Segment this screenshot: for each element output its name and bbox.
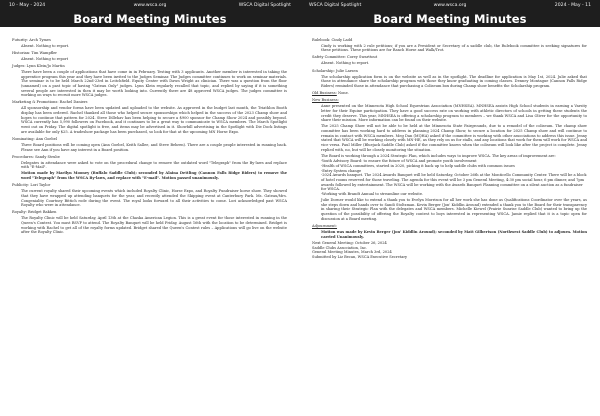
- futurity-note: Absent. Nothing to report.: [21, 43, 70, 48]
- footer-line: General Meeting Minutes, March 3rd, 2024: [312, 250, 392, 255]
- meeting-footer: [312, 241, 587, 260]
- royalty-report: The Royalty Clinic will be held Saturday, April 13th at the Chaska American Legion. This is a great event for those interested in running in the Queen's Contest. You must RSVP to attend. The Royalty Banquet will be held Friday, August 16th with the location to be determined. Bridget is working with Rachel to get all of the royalty forms updated. Bridget shared the Queen's Contest rules – Applications will go live on the website after the Royalty Clinic.: [21, 216, 287, 235]
- royalty-heading: Royalty: Bridget Bakken: [12, 210, 57, 215]
- adjournment-motion: Motion was made by Kevin Berger (Jon' Kiddlin Around); seconded by Matt Gilbertson (Northwest Saddle Club) to adjourn. Motion carried Unanimously.: [321, 229, 587, 239]
- page-title: Board Meeting Minutes: [73, 12, 227, 26]
- scholarship-heading: Scholarship: Julie Larsen: [312, 68, 358, 73]
- header-site-link[interactable]: www.wsca.org: [133, 3, 167, 8]
- safety-heading: Safety Committee: Corey Swarttout: [312, 55, 378, 60]
- header-bar-left: [0, 0, 300, 27]
- new-business-paragraph: The Board is working through a 2024 Strategic Plan, which includes ways to improve WSCA. The key areas of improvement are:: [321, 153, 556, 158]
- historian-heading: Historian: Tim Wampfler: [12, 50, 57, 55]
- procedures-report: Delegates in attendance were asked to vote on the procedural change to remove the outdated word "Telegraph" from the By-laws and replace with "E-Mail".: [21, 160, 287, 170]
- header-date: 10 - May - 2024: [9, 3, 46, 8]
- publicity-report: The current royalty shared their upcoming events which included Royalty Clinic, Horse Expo, and Royalty Fundraiser horse show. They showed that they have wrapped up attending banquets for the year, and recently attended the Skipping event at Canterbury Park. Ms. Gateau/Mrs. Congeniality Courtney Bittich rode during the event. The royal looks forward to all their activities to come. Lori acknowledged past WSCA Royalty who were in attendance.: [21, 189, 287, 208]
- page-title-right: Board Meeting Minutes: [373, 12, 527, 26]
- futurity-heading: Futurity: Arch Tymes: [12, 37, 51, 42]
- header-date-right: 2024 - May - 11: [554, 3, 591, 8]
- header-publication: WSCA Digital Spotlight: [238, 3, 291, 8]
- list-item: -Health of WSCA committees, started in 2020, picking it back up to help saddle clubs with common issues: [321, 164, 515, 169]
- nominating-report: Three Board positions will be coming open (Ann Goebel, Keith Sallee, and Steve Behren). There are a couple people interested in running back. Please see Ann if you have any interest in a Board position.: [21, 142, 287, 152]
- header-bar-right: [300, 0, 600, 27]
- nominating-heading: Nominating: Ann Goebel: [12, 136, 57, 141]
- new-business-paragraph: The 2025 Champ Show will not be able to be held at the Minnesota State Fairgrounds, due to a remodel of the coliseum. The champ show committee has been working hard to address in planning 2024 Champ Show, to secure a location for 2025 Champ show and will continue to remain in contact with WSCA members. Meg Dan (MQHA) asked if the committee is working with other associations to address this issue. Jenny stated that WSCA will be working closely with MN-HE, as they rely on us for stalls, and any locations that work for them will work for WSCA and vice versa. Paul Miller (Bluejack Saddle Club) asked if the committee knows when the coliseum will look like after the project is complete. Jenny replied with, no, but will be closely monitoring the situation.: [321, 124, 587, 152]
- new-business-paragraph: Anne presented on the Minnesota High School Equestrian Association (MNHSEA). MNHSEA assists High School students in earning a Varsity letter for their Equine participation. They have a good success rate on working with athletic directors of schools in getting these students the credit they deserve. This year, MNHSEA is offering a scholarship program to members – we thank WSCA and Lisa Oliver for the opportunity to share their mission. More information can be found on their website.: [321, 104, 587, 123]
- rulebook-report: Cindy is working with 2 rule petitions; if you are a President or Secretary of a saddle club, the Rulebook committee is seeking signatures for these petitions. These petitions are for Ranch Horse and Walk/Trot.: [321, 43, 587, 53]
- publicity-heading: Publicity: Lori Taylor: [12, 183, 51, 188]
- new-business-paragraph: Julie Dorner would like to extend a thank you to Evelyn Morrison for all her work she has done as Qualifications Coordinator over the years, as she steps down and hands over to Sandi Stoltzman. Kevin Berger (Jon' Kiddlin Around) extended a thank you to the Board for their transparency in sharing their Strategic Plan with the delegates and WSCA members. Michelle Kiewel (Prairie Sunrise Saddle Club) wanted to bring up the question of the possibility of offering the Royalty contest to boys interested in representing WSCA. Jamie replied that it is a topic open for discussion at a Board meeting.: [321, 198, 587, 221]
- judges-report: There have been a couple of applications that have come in in February. Testing with 3 applicants. Another member is interested in taking the apprentice program this year and they have been invited to the Judges Seminar. The Judges committee continues to work on seminar materials. The seminar is to be held March 22nd-23rd in Leitchfield. Equity Center with Dawn Wright as clinician. There was a question from the floor (unnamed) on a past topic of having "Gateau Only" judges. Lynn Klein regularly recalled that topic, and replied by saying if it is something several people are interested in then it may be worth looking into. Currently there are 48 approved WSCA judges. The judges committee is working on ways to recruit more WSCA judges.: [21, 69, 287, 98]
- list-item: -Working with Brandt Annual to streamline our website.: [321, 192, 424, 197]
- old-business: [312, 91, 587, 96]
- safety-note: Absent. Nothing to report.: [321, 61, 370, 66]
- rulebook-heading: Rulebook: Cindy Ladd: [312, 37, 353, 42]
- header-publication-right: WSCA Digital Spotlight: [309, 3, 362, 8]
- marketing-report: All sponsorship and vendor forms have been updated and uploaded to the website. As approved in the budget last month, the Triathlon Booth display has been ordered. Rachel thanked all those who helped secure sponsorships which helped in the success of the 2023 Champ show and hopes to continue that pattern for 2024. Steve Dillehav has been helping to secure a $900 sponsor for Champ Show 2024 and possibly beyond. WSCA currently has 5,990 followers on Facebook, and it continues to be a great way to communicate to WSCA members. The March Spotlight went out on Friday. The digital spotlight is free, and items may be advertised in it. Showbill advertising in the Spotlight with Die Dock listings are available for only $25. A tradeshow package has been purchased, so look for that at the upcoming MN Horse Expo.: [21, 106, 287, 134]
- footer-line: Submitted by Liz Becan, WSCA Executive Secretary: [312, 255, 408, 260]
- list-item: -Youth Advisory Board: to ensure the future of WSCA and promote youth involvement: [321, 159, 477, 164]
- right-page-content: [300, 27, 600, 260]
- adjournment-label: Adjournment:: [312, 223, 338, 228]
- historian-note: Absent. Nothing to report: [21, 56, 69, 61]
- right-page: [300, 0, 600, 416]
- strategic-plan-list: [312, 159, 587, 196]
- new-business-label: New Business:: [312, 98, 339, 103]
- header-site-link-right[interactable]: www.wsca.org: [433, 3, 467, 8]
- left-page-content: [0, 27, 300, 235]
- old-business-label: Old Business:: [312, 91, 337, 96]
- footer-line: Saddle Clubs Association, Inc.: [312, 245, 368, 250]
- judges-heading: Judges: Lynn Klein/Jo Martin: [12, 64, 65, 68]
- marketing-heading: Marketing & Promotions: Rachel Daniers: [12, 100, 88, 105]
- procedures-heading: Procedures: Sandy Strube: [12, 154, 60, 159]
- old-business-value: None.: [337, 91, 349, 96]
- procedures-motion: Motion made by Marilyn Mooney (Buffalo Saddle Club); seconded by Alaina Dettling (Cannon Falls Ridge Riders) to remove the word "Telegraph" from the WSCA By-laws, and replace with "E-mail". Motion passed unanimously.: [21, 171, 287, 181]
- list-item: -Entry System change: [321, 168, 362, 173]
- list-item: -2024 Awards banquet. The 2024 Awards Banquet will be held Saturday, October 26th at the Monticello Community Center. There will be a block of hotel rooms reserved for those traveling. The agenda for this event will be 3 pm General Meeting, 4:30 pm social hour, 6 pm dinner, and 7pm awards followed by entertainment. The WSCA will be working with the Awards Banquet Planning committee on a silent auction as a fundraiser for WSCA.: [321, 173, 587, 192]
- footer-line: Next General Meeting: October 26, 2024: [312, 241, 387, 246]
- scholarship-report: The scholarship application form is on the website as well as in the spotlight. The deadline for application is May 1st, 2024. Julie asked that those in attendance share the scholarship program with those they know graduating in coming classes. Denney Montague (Cannon Falls Ridge Riders) reminded those in attendance that purchasing a Coliseum box during Champ show benefits the Scholarship program.: [321, 74, 587, 88]
